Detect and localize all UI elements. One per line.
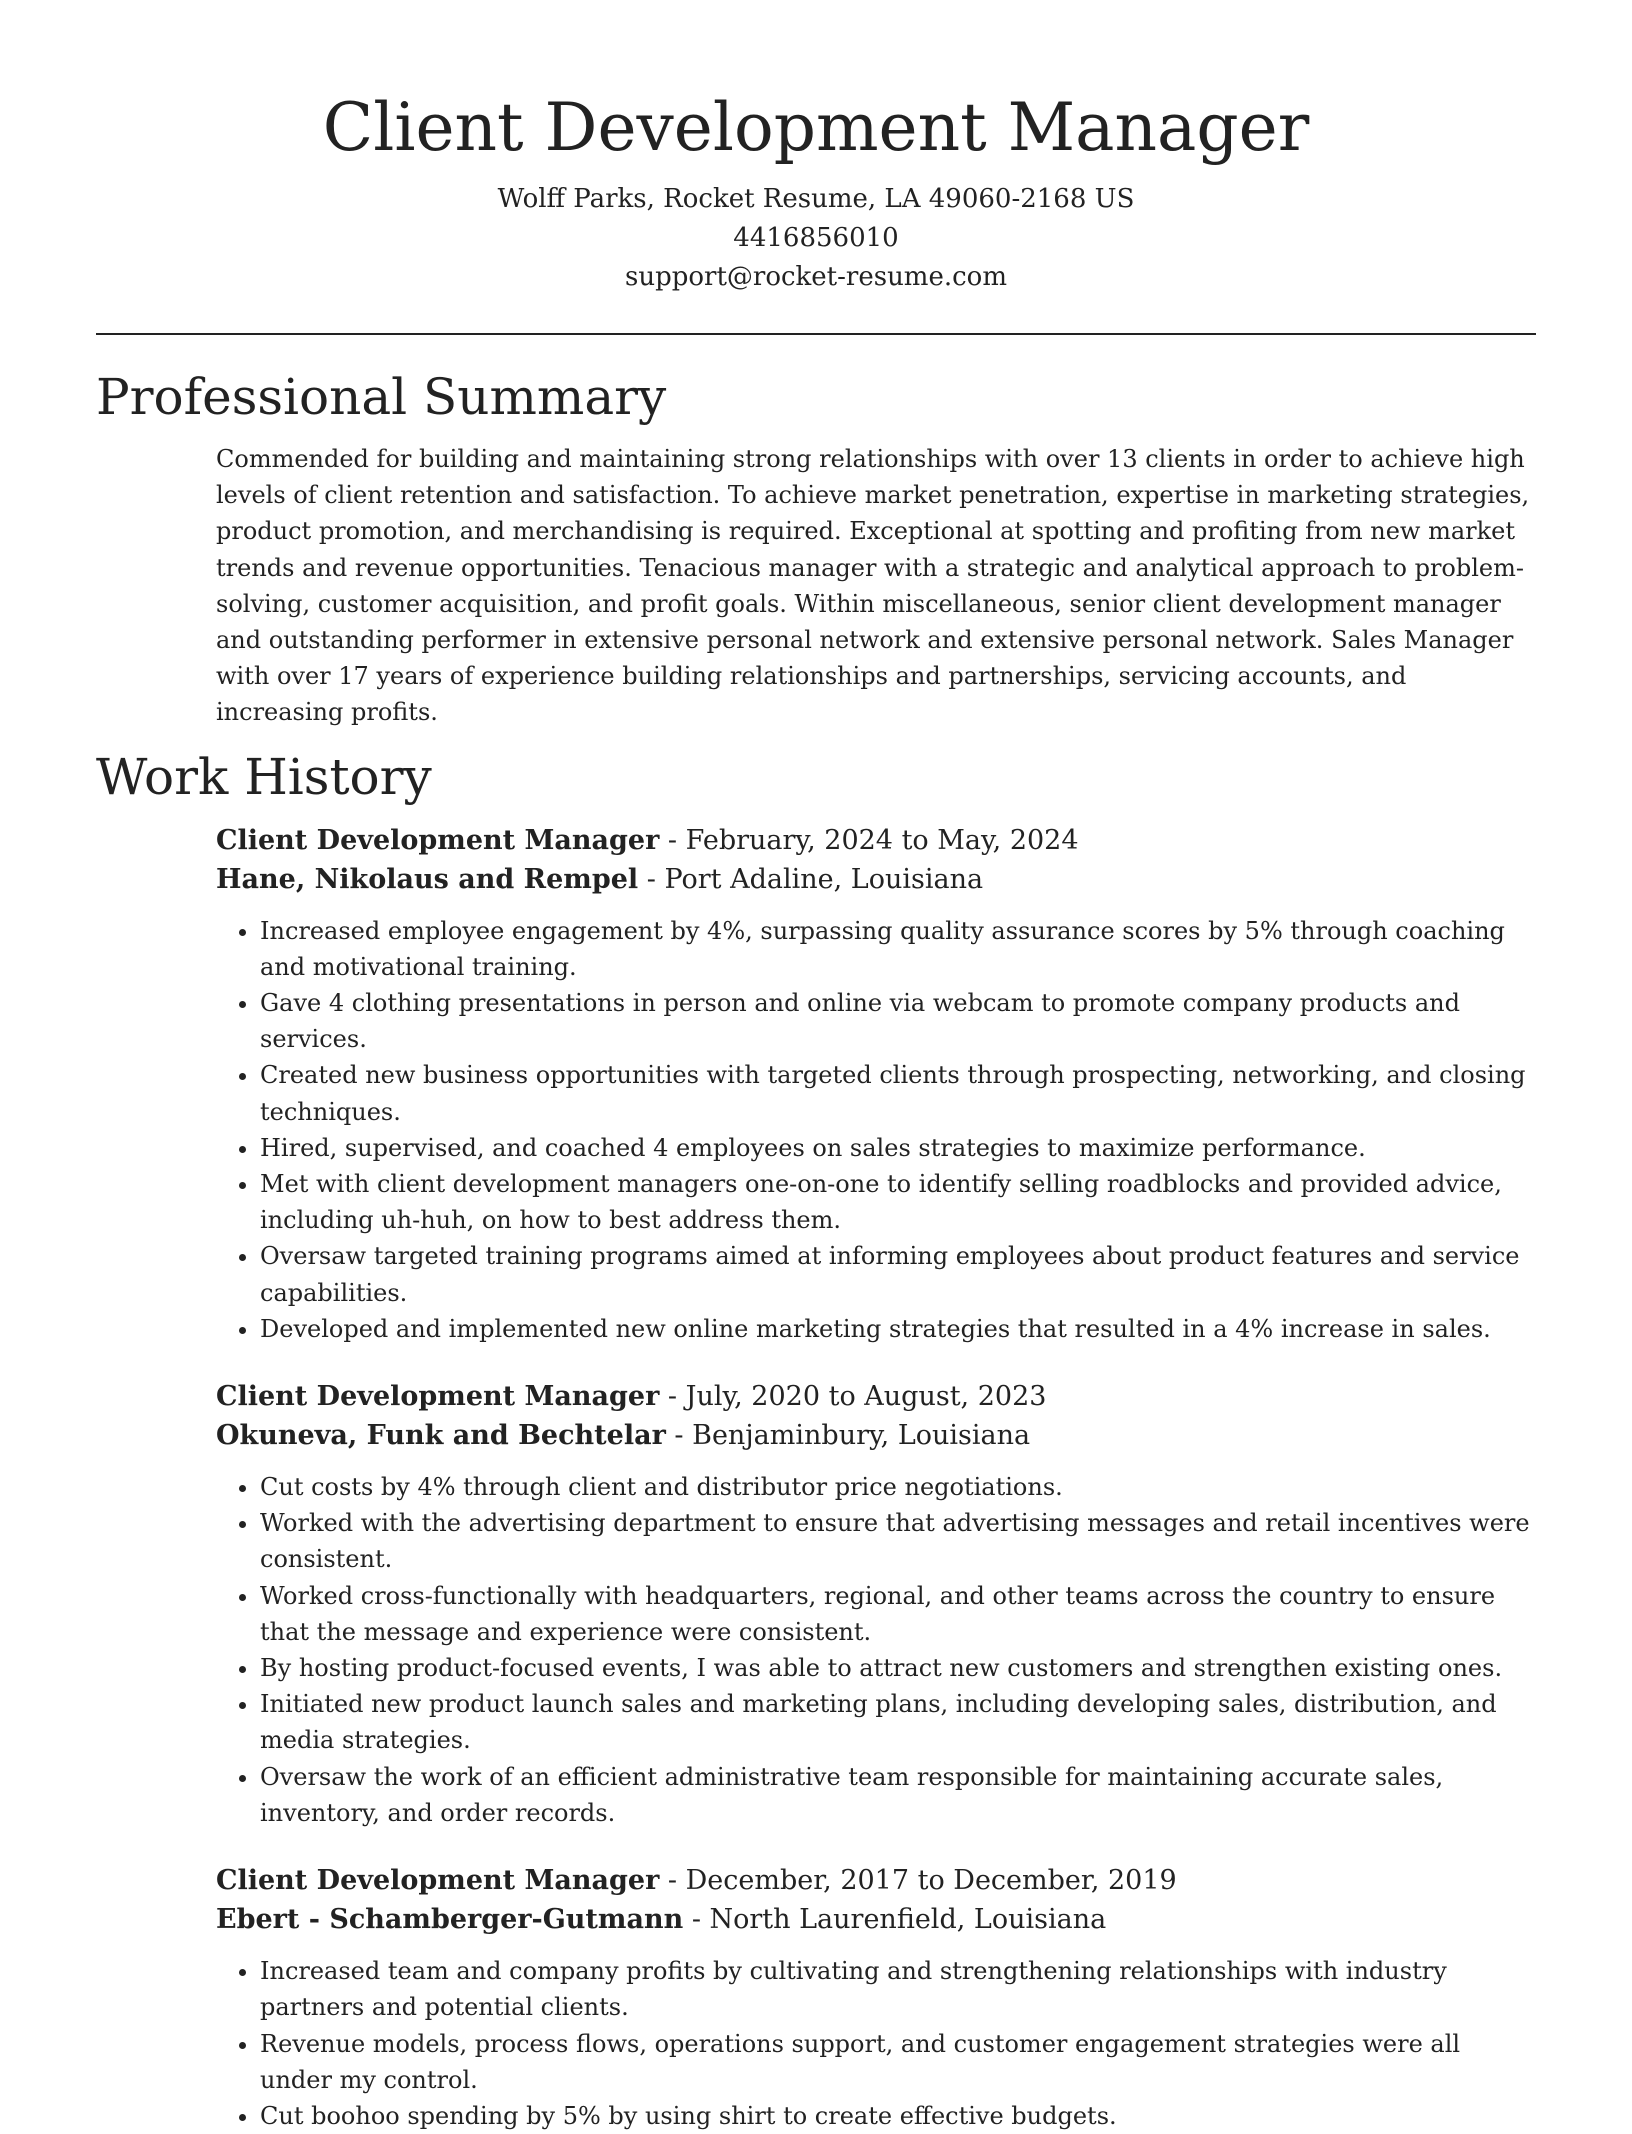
job-title-line: [216, 1861, 1536, 1900]
job-entry: [216, 1861, 1536, 2134]
resume-header: [96, 0, 1536, 297]
job-company: Ebert - Schamberger-Gutmann: [216, 1904, 684, 1936]
contact-phone: 4416856010: [733, 223, 899, 253]
contact-address: Wolff Parks, Rocket Resume, LA 49060-2168 US: [497, 184, 1135, 214]
list-item: • Cut costs by 4% through client and distributor price negotiations.: [260, 1469, 1536, 1505]
list-item: • Increased employee engagement by 4%, surpassing quality assurance scores by 5% through coaching and motivational training.: [260, 913, 1536, 985]
job-location: - Benjaminbury, Louisiana: [665, 1420, 1031, 1452]
job-entry: [216, 821, 1536, 1347]
work-history-heading: Work History: [96, 747, 432, 806]
job-company-line: [216, 1416, 1536, 1455]
list-item: • Oversaw the work of an efficient administrative team responsible for maintaining accurate sales, inventory, and order records.: [260, 1759, 1536, 1831]
job-title-line: [216, 821, 1536, 860]
candidate-title: Client Development Manager: [322, 89, 1310, 166]
job-company-line: [216, 860, 1536, 899]
list-item: • Met with client development managers one-on-one to identify selling roadblocks and provided advice, including uh-huh, on how to best address them.: [260, 1166, 1536, 1238]
list-item: • By hosting product-focused events, I was able to attract new customers and strengthen existing ones.: [260, 1650, 1536, 1686]
contact-info: [96, 180, 1536, 297]
list-item: • Worked with the advertising department to ensure that advertising messages and retail incentives were consistent.: [260, 1505, 1536, 1577]
job-dates: - July, 2020 to August, 2023: [659, 1381, 1047, 1413]
job-bullets: [216, 1469, 1536, 1831]
list-item: • Worked cross-functionally with headquarters, regional, and other teams across the country to ensure that the message and experience were consistent.: [260, 1578, 1536, 1650]
job-role: Client Development Manager: [216, 1381, 660, 1413]
list-item: • Initiated new product launch sales and marketing plans, including developing sales, distribution, and media strategies.: [260, 1686, 1536, 1758]
job-role: Client Development Manager: [216, 1865, 660, 1897]
job-title-line: [216, 1377, 1536, 1416]
job-location: - Port Adaline, Louisiana: [638, 863, 984, 895]
summary-heading: Professional Summary: [96, 368, 667, 426]
job-role: Client Development Manager: [216, 824, 660, 856]
list-item: • Developed and implemented new online marketing strategies that resulted in a 4% increase in sales.: [260, 1311, 1536, 1347]
job-bullets: [216, 913, 1536, 1347]
list-item: • Increased team and company profits by cultivating and strengthening relationships with industry partners and potential clients.: [260, 1953, 1536, 2025]
job-company-line: [216, 1900, 1536, 1939]
job-dates: - December, 2017 to December, 2019: [659, 1865, 1177, 1897]
list-item: • Revenue models, process flows, operations support, and customer engagement strategies were all under my control.: [260, 2026, 1536, 2098]
list-item: • Hired, supervised, and coached 4 employees on sales strategies to maximize performance.: [260, 1130, 1536, 1166]
list-item: • Oversaw targeted training programs aimed at informing employees about product features and service capabilities.: [260, 1238, 1536, 1310]
job-company: Hane, Nikolaus and Rempel: [216, 863, 639, 895]
list-item: • Gave 4 clothing presentations in person and online via webcam to promote company products and services.: [260, 985, 1536, 1057]
job-entry: [216, 1377, 1536, 1831]
list-item: • Created new business opportunities with targeted clients through prospecting, networking, and closing techniques.: [260, 1057, 1536, 1129]
job-dates: - February, 2024 to May, 2024: [659, 824, 1079, 856]
contact-email: support@rocket-resume.com: [624, 262, 1007, 292]
job-company: Okuneva, Funk and Bechtelar: [216, 1420, 666, 1452]
summary-text: Commended for building and maintaining strong relationships with over 13 clients in order to achieve high levels of client retention and satisfaction. To achieve market penetration, expertise in marketing strategies, product promotion, and merchandising is required. Exceptional at spotting and profiting from new market trends and revenue opportunities. Tenacious manager with a strategic and analytical approach to problem-solving, customer acquisition, and profit goals. Within miscellaneous, senior client development manager and outstanding performer in extensive personal network and extensive personal network. Sales Manager with over 17 years of experience building relationships and partnerships, servicing accounts, and increasing profits.: [216, 445, 1530, 727]
list-item: • Cut boohoo spending by 5% by using shirt to create effective budgets.: [260, 2098, 1536, 2134]
job-location: - North Laurenfield, Louisiana: [683, 1904, 1107, 1936]
job-bullets: [216, 1953, 1536, 2134]
header-divider: [96, 333, 1536, 335]
